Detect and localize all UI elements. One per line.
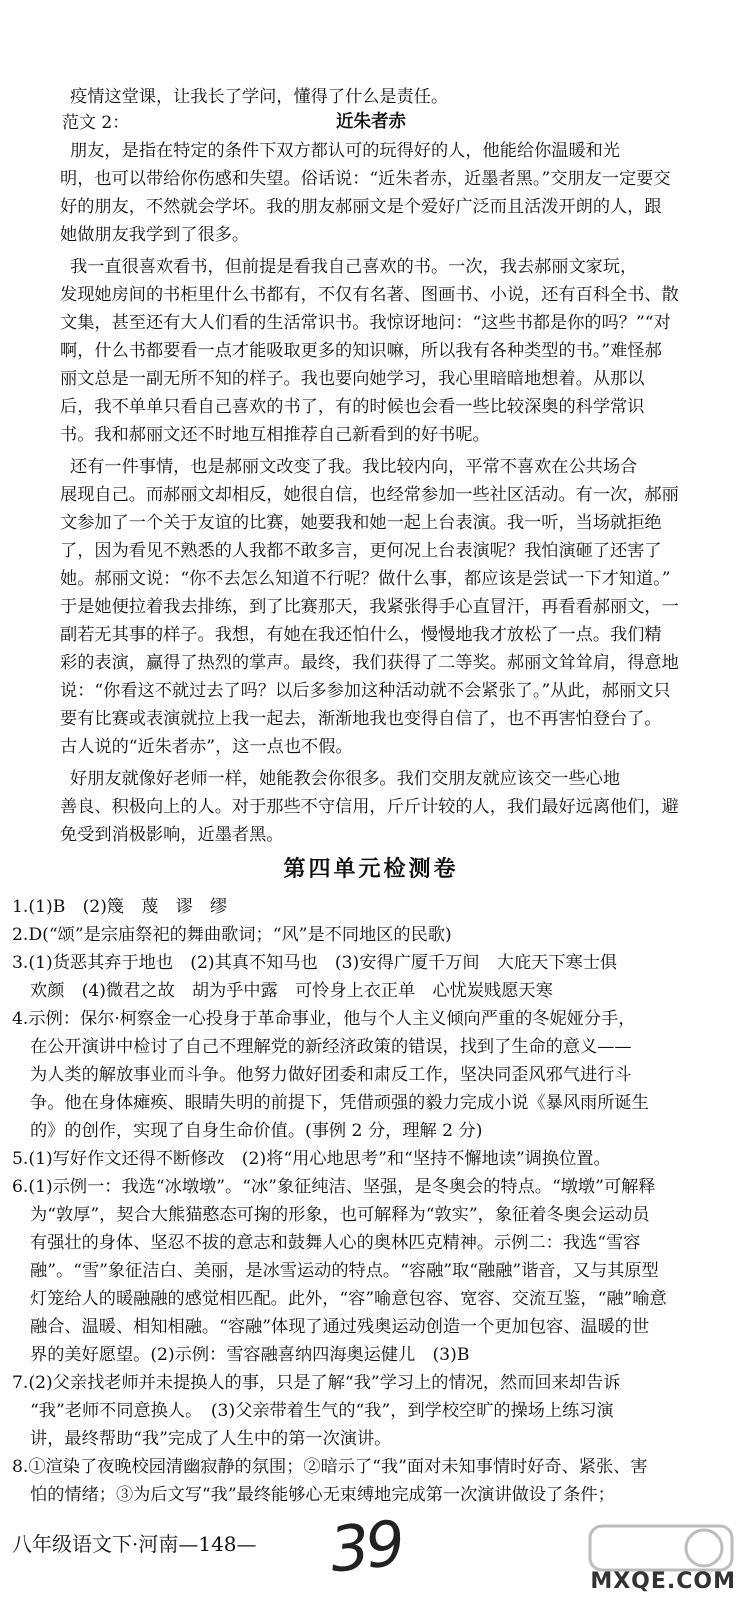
essay-intro-last-line: 疫情这堂课，让我长了学问，懂得了什么是责任。 <box>70 87 449 107</box>
essay-line: 我一直很喜欢看书，但前提是看我自己喜欢的书。一次，我去郝丽文家玩， <box>70 257 638 277</box>
answer-line: 灯笼给人的暖融融的感觉相匹配。此外，“容”喻意包容、宽容、交流互鉴，“融”喻意 <box>30 1289 667 1309</box>
answer-line: 讲，最终帮助“我”完成了人生中的第一次演讲。 <box>30 1429 392 1449</box>
essay-line: 说：“你看这不就过去了吗？以后多参加这种活动就不会紧张了。”从此，郝丽文只 <box>60 681 671 701</box>
answer-line: 7.(2)父亲找老师并未提换人的事，只是了解“我”学习上的情况，然而回来却告诉 <box>12 1373 621 1393</box>
essay-title: 近朱者赤 <box>336 112 406 132</box>
essay-line: 彩的表演，赢得了热烈的掌声。最终，我们获得了二等奖。郝丽文耸耸肩，得意地 <box>60 653 679 673</box>
essay-line: 啊，什么书都要看一点才能吸取更多的知识嘛，所以我有各种类型的书。”难怪郝 <box>60 341 662 361</box>
essay-line: 文集，甚至还有大人们看的生活常识书。我惊讶地问：“这些书都是你的吗？”“对 <box>60 313 671 333</box>
essay-line: 发现她房间的书柜里什么书都有，不仅有名著、图画书、小说，还有百科全书、散 <box>60 285 679 305</box>
answer-line: 争。他在身体瘫痪、眼睛失明的前提下，凭借顽强的毅力完成小说《暴风雨所诞生 <box>30 1093 649 1113</box>
essay-line: 她。郝丽文说：“你不去怎么知道不行呢？做什么事，都应该是尝试一下才知道。” <box>60 569 671 589</box>
essay-line: 还有一件事情，也是郝丽文改变了我。我比较内向，平常不喜欢在公共场合 <box>70 457 638 477</box>
essay-line: 了，因为看见不熟悉的人我都不敢多言，更何况上台表演呢？我怕演砸了还害了 <box>60 541 662 561</box>
essay-line: 明，也可以带给你伤感和失望。俗话说：“近朱者赤，近墨者黑。”交朋友一定要交 <box>60 169 671 189</box>
essay-line: 文参加了一个关于友谊的比赛，她要我和她一起上台表演。我一听，当场就拒绝 <box>60 513 662 533</box>
essay-line: 善良、积极向上的人。对于那些不守信用，斤斤计较的人，我们最好远离他们，避 <box>60 797 679 817</box>
answer-line: 在公开演讲中检讨了自己不理解党的新经济政策的错误，找到了生命的意义—— <box>30 1037 632 1057</box>
handwritten-page-number: 39 <box>326 1506 405 1587</box>
answer-line: 2.D(“颂”是宗庙祭祀的舞曲歌词；“风”是不同地区的民歌) <box>12 925 452 945</box>
page-footer: 八年级语文下·河南—148— <box>12 1532 257 1556</box>
essay-line: 展现自己。而郝丽文却相反，她很自信，也经常参加一些社区活动。有一次，郝丽 <box>60 485 679 505</box>
answer-line: 欢颜 (4)微君之故 胡为乎中露 可怜身上衣正单 心忧炭贱愿天寒 <box>30 981 553 1001</box>
answer-line: 6.(1)示例一：我选“冰墩墩”。“冰”象征纯洁、坚强，是冬奥会的特点。“墩墩”可解释 <box>12 1177 656 1197</box>
answer-line: 5.(1)写好作文还得不断修改 (2)将“用心地思考”和“坚持不懈地读”调换位置。 <box>12 1149 611 1169</box>
answer-line: 界的美好愿望。(2)示例：雪容融喜纳四海奥运健儿 (3)B <box>30 1345 470 1365</box>
essay-line: 好朋友就像好老师一样，她能教会你很多。我们交朋友就应该交一些心地 <box>70 769 621 789</box>
essay-line: 古人说的“近朱者赤”，这一点也不假。 <box>60 737 353 757</box>
unit-test-title: 第四单元检测卷 <box>283 856 459 882</box>
answer-line: 为人类的解放事业而斗争。他努力做好团委和肃反工作，坚决同歪风邪气进行斗 <box>30 1065 632 1085</box>
essay-line: 副若无其事的样子。我想，有她在我还怕什么，慢慢地我才放松了一点。我们精 <box>60 625 662 645</box>
essay-line: 丽文总是一副无所不知的样子。我也要向她学习，我心里暗暗地想着。从那以 <box>60 369 645 389</box>
essay-line: 后，我不单单只看自己喜欢的书了，有的时候也会看一些比较深奥的科学常识 <box>60 397 645 417</box>
answer-line: 的》的创作，实现了自身生命价值。(事例 2 分，理解 2 分) <box>30 1121 483 1141</box>
essay-line: 于是她便拉着我去排练，到了比赛那天，我紧张得手心直冒汗，再看看郝丽文，一 <box>60 597 679 617</box>
answer-line: 怕的情绪；③为后文写“我”最终能够心无束缚地完成第一次演讲做设了条件； <box>30 1485 615 1505</box>
model-essay-label: 范文 2： <box>62 113 130 133</box>
essay-line: 书。我和郝丽文还不时地互相推荐自己新看到的好书呢。 <box>60 425 490 445</box>
answer-line: “我”老师不同意换人。 (3)父亲带着生气的“我”，到学校空旷的操场上练习演 <box>30 1401 614 1421</box>
essay-line: 朋友，是指在特定的条件下双方都认可的玩得好的人，他能给你温暖和光 <box>70 141 621 161</box>
answer-line: 4.示例：保尔·柯察金一心投身于革命事业，他与个人主义倾向严重的冬妮娅分手， <box>12 1009 636 1029</box>
answer-line: 8.①渲染了夜晚校园清幽寂静的氛围；②暗示了“我”面对未知事情时好奇、紧张、害 <box>12 1457 648 1477</box>
essay-line: 免受到消极影响，近墨者黑。 <box>60 825 284 845</box>
essay-line: 要有比赛或表演就拉上我一起去，渐渐地我也变得自信了，也不再害怕登台了。 <box>60 709 662 729</box>
essay-line: 好的朋友，不然就会学坏。我的朋友郝丽文是个爱好广泛而且活泼开朗的人，跟 <box>60 197 662 217</box>
answer-line: 3.(1)货恶其弃于地也 (2)其真不知马也 (3)安得广厦千万间 大庇天下寒士俱 <box>12 953 618 973</box>
answer-line: 为“敦厚”，契合大熊猫憨态可掬的形象，也可解释为“敦实”，象征着冬奥会运动员 <box>30 1205 650 1225</box>
answer-line: 有强壮的身体、坚忍不拔的意志和鼓舞人心的奥林匹克精神。示例二：我选“雪容 <box>30 1233 641 1253</box>
answer-line: 融合、温暖、相知相融。“容融”体现了通过残奥运动创造一个更加包容、温暖的世 <box>30 1317 650 1337</box>
answer-line: 融”。“雪”象征洁白、美丽，是冰雪运动的特点。“容融”取“融融”谐音，又与其原型 <box>30 1261 659 1281</box>
watermark-text: MXQE.COM <box>590 1569 736 1594</box>
essay-line: 她做朋友我学到了很多。 <box>60 225 250 245</box>
answer-line: 1.(1)B (2)篾 蔑 谬 缪 <box>12 897 228 917</box>
